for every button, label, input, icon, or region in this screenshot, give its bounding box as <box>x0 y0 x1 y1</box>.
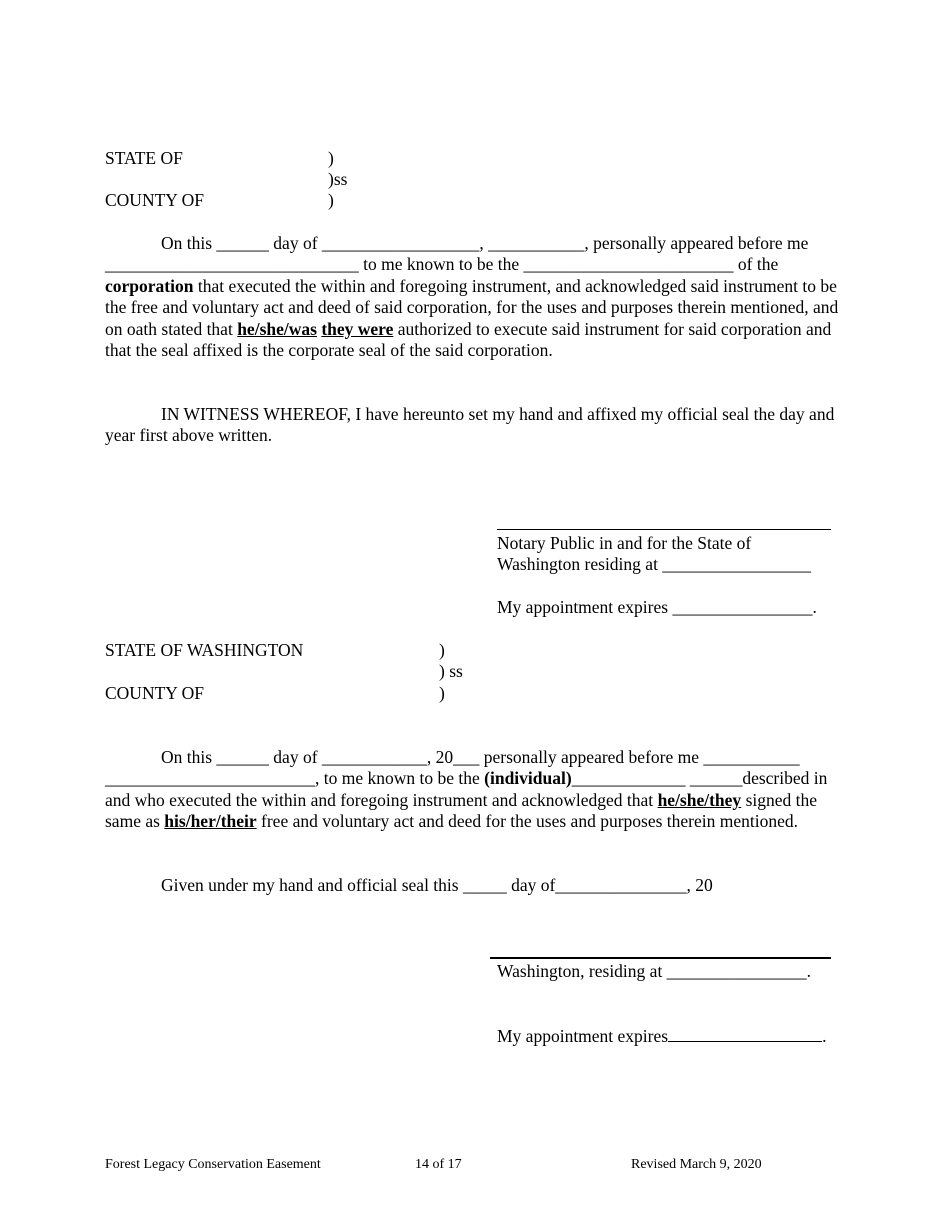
pronoun-option: he/she/was <box>237 318 317 339</box>
venue-ss: )ss <box>328 169 348 189</box>
corporate-acknowledgment-paragraph: On this ______ day of __________________, ___________, personally appeared before me _____________________________ to me known to be the ________________________ of the corporation that executed the within and foregoing instrument, and acknowledged said instrument to be the free and voluntary act and deed of said corporation, for the uses and purposes therein mentioned, and on oath stated that he/she/was they were authorized to execute said instrument for said corporation and that the seal affixed is the corporate seal of the said corporation. <box>105 233 839 361</box>
signature-line <box>497 529 831 530</box>
venue-ss: ) ss <box>439 661 463 681</box>
pronoun-option: they were <box>321 318 394 339</box>
footer-page-number: 14 of 17 <box>415 1157 462 1172</box>
corporation-term: corporation <box>105 275 194 296</box>
witness-paragraph: IN WITNESS WHEREOF, I have hereunto set my hand and affixed my official seal the day and year first above written. <box>105 404 835 446</box>
venue-paren: ) <box>439 640 445 660</box>
state-of-label: STATE OF <box>105 148 183 168</box>
county-of-label: COUNTY OF <box>105 683 205 703</box>
notary-residing-line: Washington residing at _________________ <box>497 554 812 574</box>
state-of-washington-label: STATE OF WASHINGTON <box>105 640 304 660</box>
pronoun-option: his/her/their <box>164 811 257 832</box>
pronoun-option: he/she/they <box>657 789 742 810</box>
footer-document-title: Forest Legacy Conservation Easement <box>105 1157 321 1172</box>
appointment-expires: My appointment expires ________________. <box>497 597 817 617</box>
venue-paren: ) <box>439 683 445 703</box>
venue-paren: ) <box>328 148 334 168</box>
appointment-blank <box>668 1025 822 1042</box>
given-under-hand: Given under my hand and official seal this _____ day of_______________, 20 <box>161 875 713 895</box>
appointment-expires: My appointment expires . <box>497 1026 827 1046</box>
individual-term: (individual) <box>484 768 572 789</box>
individual-acknowledgment-paragraph: On this ______ day of ____________, 20___ personally appeared before me ___________ ________________________, to me known to be the (individual)_____________ ______described in and who executed the within and foregoing instrument and acknowledged that he/she/they signed the same as his/her/their free and voluntary act and deed for the uses and purposes therein mentioned. <box>105 747 828 832</box>
washington-residing-line: Washington, residing at ________________. <box>497 961 812 981</box>
county-of-label: COUNTY OF <box>105 190 205 210</box>
notary-title-line: Notary Public in and for the State of <box>497 533 752 553</box>
venue-paren: ) <box>328 190 334 210</box>
footer-revision-date: Revised March 9, 2020 <box>631 1157 762 1172</box>
signature-line <box>490 957 831 959</box>
